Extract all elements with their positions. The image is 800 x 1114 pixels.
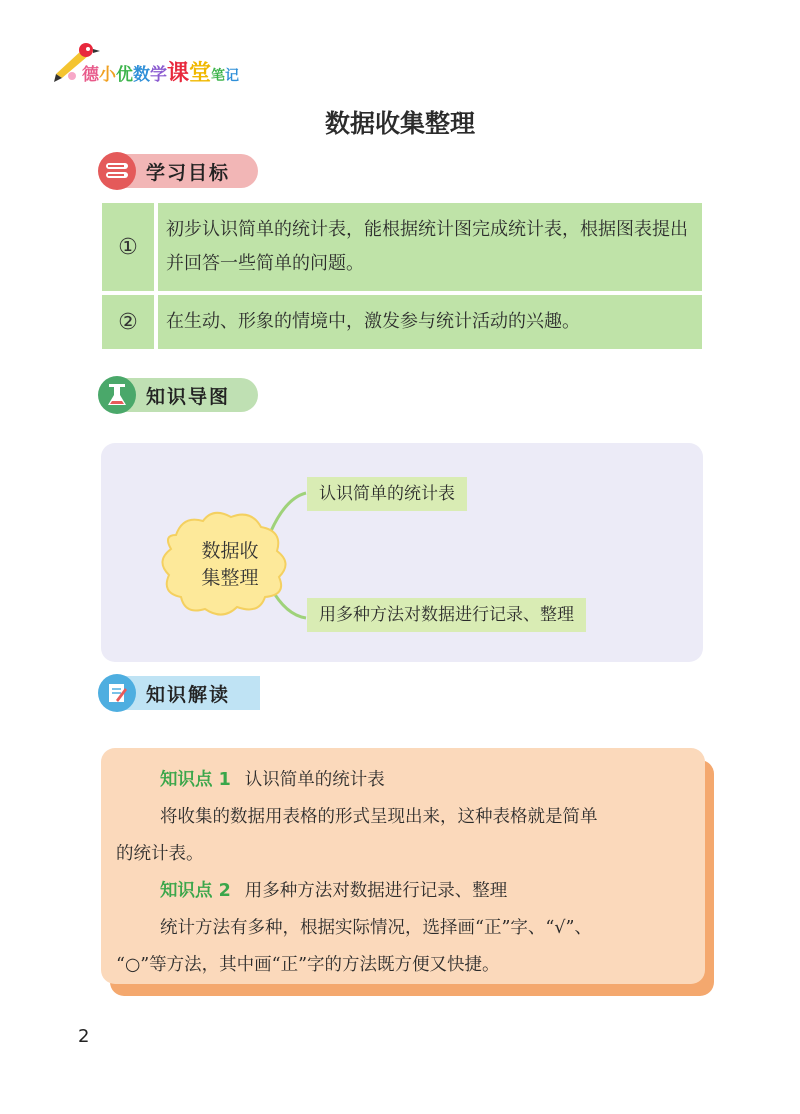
logo-char: 堂	[189, 61, 212, 86]
logo-text	[82, 56, 239, 87]
page-title: 数据收集整理	[324, 109, 475, 138]
knowledge-point-label: 知识点 2	[160, 881, 231, 901]
logo-char: 优	[116, 65, 133, 85]
section-header-map	[100, 378, 258, 412]
flask-icon	[98, 376, 136, 414]
center-line: 数据收	[201, 540, 259, 562]
body-line: “○”等方法，其中画“正”字的方法既方便又快捷。	[116, 955, 500, 975]
goal-text: 在生动、形象的情境中，激发参与统计活动的兴趣。	[158, 295, 702, 349]
mind-map-center	[181, 538, 279, 592]
goal-row	[102, 203, 702, 291]
mind-map-branch: 用多种方法对数据进行记录、整理	[307, 598, 586, 632]
logo-char: 学	[150, 65, 167, 85]
center-line: 集整理	[201, 567, 259, 589]
logo-char: 课	[167, 61, 190, 86]
body-line: 的统计表。	[116, 844, 204, 864]
knowledge-point-title: 用多种方法对数据进行记录、整理	[244, 881, 508, 901]
goal-number: ②	[102, 295, 154, 349]
knowledge-point-body	[116, 910, 692, 947]
knowledge-point-body	[116, 799, 692, 836]
logo-char: 数	[133, 65, 150, 85]
section-label: 知识解读	[146, 683, 231, 706]
mind-map-branch: 认识简单的统计表	[307, 477, 467, 511]
body-line: 统计方法有多种，根据实际情况，选择画“正”字、“√”、	[160, 918, 592, 938]
knowledge-point-heading	[116, 762, 692, 799]
section-header-goals	[100, 154, 258, 188]
notebook-pencil-icon	[98, 674, 136, 712]
section-label: 学习目标	[146, 161, 231, 184]
knowledge-content	[116, 762, 692, 984]
book-stack-icon	[98, 152, 136, 190]
goal-row	[102, 295, 702, 349]
logo-char: 小	[99, 65, 116, 85]
goals-table	[102, 203, 702, 353]
goal-number: ①	[102, 203, 154, 291]
knowledge-point-heading	[116, 873, 692, 910]
logo-char: 记	[225, 68, 240, 84]
knowledge-point-label: 知识点 1	[160, 770, 231, 790]
knowledge-point-title: 认识简单的统计表	[244, 770, 385, 790]
page-number: 2	[78, 1026, 90, 1047]
goal-text: 初步认识简单的统计表，能根据统计图完成统计表，根据图表提出并回答一些简单的问题。	[158, 203, 702, 291]
section-header-reading	[100, 676, 260, 710]
body-line: 将收集的数据用表格的形式呈现出来，这种表格就是简单	[160, 807, 598, 827]
logo-char: 德	[82, 65, 99, 85]
section-label: 知识导图	[146, 385, 231, 408]
logo-char: 笔	[211, 68, 226, 84]
